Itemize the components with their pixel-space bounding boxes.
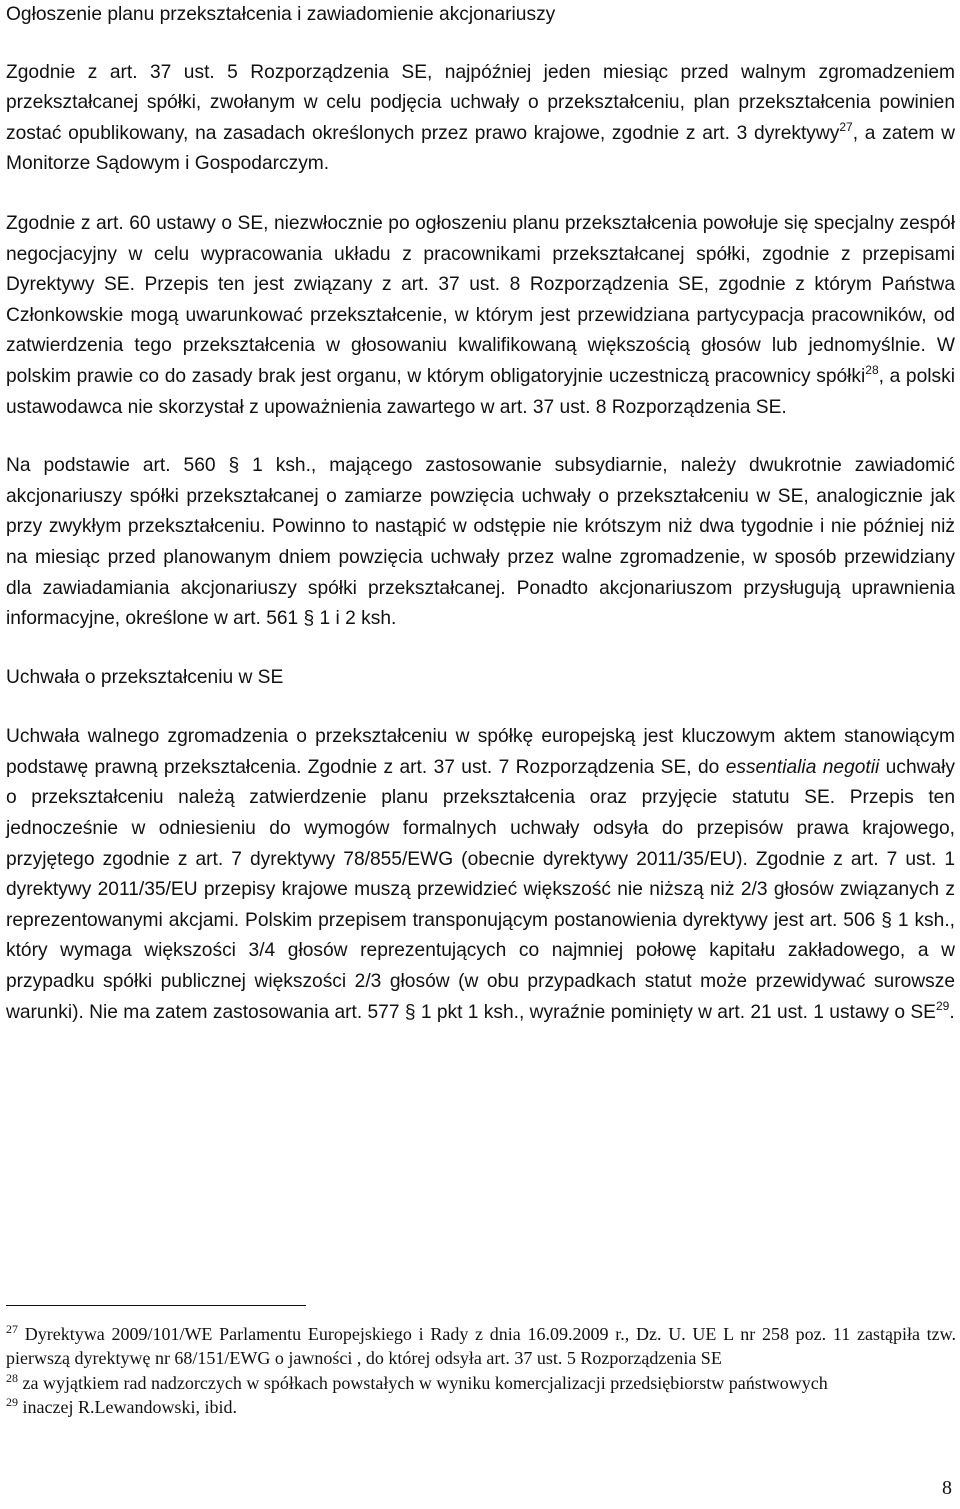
paragraph-2-text: Zgodnie z art. 60 ustawy o SE, niezwłocznie po ogłoszeniu planu przekształcenia powołuje się specjalny zespół negocjacyjny w celu wypracowania układu z pracownikami przekształcanej spółki, zgodnie z przepisami Dyrektywy SE. Przepis ten jest związany z art. 37 ust. 8 Rozporządzenia SE, zgodnie z którym Państwa Członkowskie mogą uwarunkować przekształcenie, w którym jest przewidziana partycypacja pracowników, od zatwierdzenia tego przekształcenia w głosowaniu kwalifikowaną większością głosów lub jednomyślnie. W polskim prawie co do zasady brak jest organu, w którym obligatoryjnie uczestniczą pracownicy spółki [6, 212, 955, 387]
footnote-ref-29: 29 [935, 998, 950, 1013]
paragraph-3: Na podstawie art. 560 § 1 ksh., mającego zastosowanie subsydiarnie, należy dwukrotnie zawiadomić akcjonariuszy spółki przekształcanej o zamiarze powzięcia uchwały o przekształceniu w SE, analogicznie jak przy zwykłym przekształceniu. Powinno to nastąpić w odstępie nie krótszym niż dwa tygodnie i nie później niż na miesiąc przed planowanym dniem powzięcia uchwały przez walne zgromadzenie, w sposób przewidziany dla zawiadamiania akcjonariuszy spółki przekształcanej. Ponadto akcjonariuszom przysługują uprawnienia informacyjne, określone w art. 561 § 1 i 2 ksh. [6, 455, 955, 630]
paragraph-4-italic: essentialia negotii [725, 756, 880, 778]
footnote-number: 27 [6, 1322, 18, 1336]
footnote-number: 28 [6, 1370, 18, 1385]
paragraph-4 [6, 722, 955, 1028]
paragraph-4-text-cont: uchwały o przekształceniu należą zatwierdzenie planu przekształcenia oraz przyjęcie statutu SE. Przepis ten jednocześnie w odniesieniu do wymogów formalnych uchwały odsyła do przepisów prawa krajowego, przyjętego zgodnie z art. 7 dyrektywy 78/855/EWG (obecnie dyrektywy 2011/35/EU). Zgodnie z art. 7 ust. 1 dyrektywy 2011/35/EU przepisy krajowe muszą przewidzieć większość nie niższą niż 2/3 głosów związanych z reprezentowanymi akcjami. Polskim przepisem transponującym postanowienia dyrektywy jest art. 506 § 1 ksh., który wymaga większości 3/4 głosów reprezentujących co najmniej połowę kapitału zakładowego, a w przypadku spółki publicznej większości 2/3 głosów (w obu przypadkach statut może przewidywać surowsze warunki). Nie ma zatem zastosowania art. 577 § 1 pkt 1 ksh., wyraźnie pominięty w art. 21 ust. 1 ustawy o SE [6, 756, 955, 1023]
footnotes [6, 1322, 956, 1419]
paragraph-4-text: Uchwała walnego zgromadzenia o przekształceniu w spółkę europejską jest kluczowym aktem stanowiącym podstawę prawną przekształcenia. Zgodnie z art. 37 ust. 7 Rozporządzenia SE, do [6, 726, 955, 778]
paragraph-1-text: Zgodnie z art. 37 ust. 5 Rozporządzenia SE, najpóźniej jeden miesiąc przed walnym zgromadzeniem przekształcanej spółki, zwołanym w celu podjęcia uchwały o przekształceniu, plan przekształcenia powinien zostać opublikowany, na zasadach określonych przez prawo krajowe, zgodnie z art. 3 dyrektywy [6, 61, 955, 144]
footnote-ref-28: 28 [865, 362, 879, 377]
footnote-separator [6, 1305, 306, 1306]
footnote-28 [6, 1371, 956, 1395]
footnote-text: inaczej R.Lewandowski, ibid. [18, 1396, 237, 1417]
page-number: 8 [942, 1477, 952, 1499]
footnote-29 [6, 1395, 956, 1419]
paragraph-2 [6, 209, 955, 423]
paragraph-1 [6, 58, 955, 180]
footnote-text: Dyrektywa 2009/101/WE Parlamentu Europejskiego i Rady z dnia 16.09.2009 r., Dz. U. UE L nr 258 poz. 11 zastąpiła tzw. pierwszą dyrektywę nr 68/151/EWG o jawności , do której odsyła art. 37 ust. 5 Rozporządzenia SE [6, 1324, 956, 1369]
footnote-ref-27: 27 [839, 119, 853, 134]
footnote-text: za wyjątkiem rad nadzorczych w spółkach powstałych w wyniku komercjalizacji przedsiębiorstw państwowych [18, 1372, 828, 1393]
paragraph-4-text-end: . [949, 1001, 955, 1023]
footnote-27 [6, 1322, 956, 1371]
paragraph-2-text-cont: , a polski ustawodawca nie skorzystał z upoważnienia zawartego w art. 37 ust. 8 Rozporządzenia SE. [6, 365, 955, 418]
footnote-number: 29 [6, 1394, 18, 1409]
document-page [6, 0, 955, 1028]
paragraph-1-text-cont: , a zatem w Monitorze Sądowym i Gospodarczym. [6, 122, 955, 175]
section-heading: Uchwała o przekształceniu w SE [6, 666, 284, 688]
page-title: Ogłoszenie planu przekształcenia i zawiadomienie akcjonariuszy [6, 4, 556, 25]
